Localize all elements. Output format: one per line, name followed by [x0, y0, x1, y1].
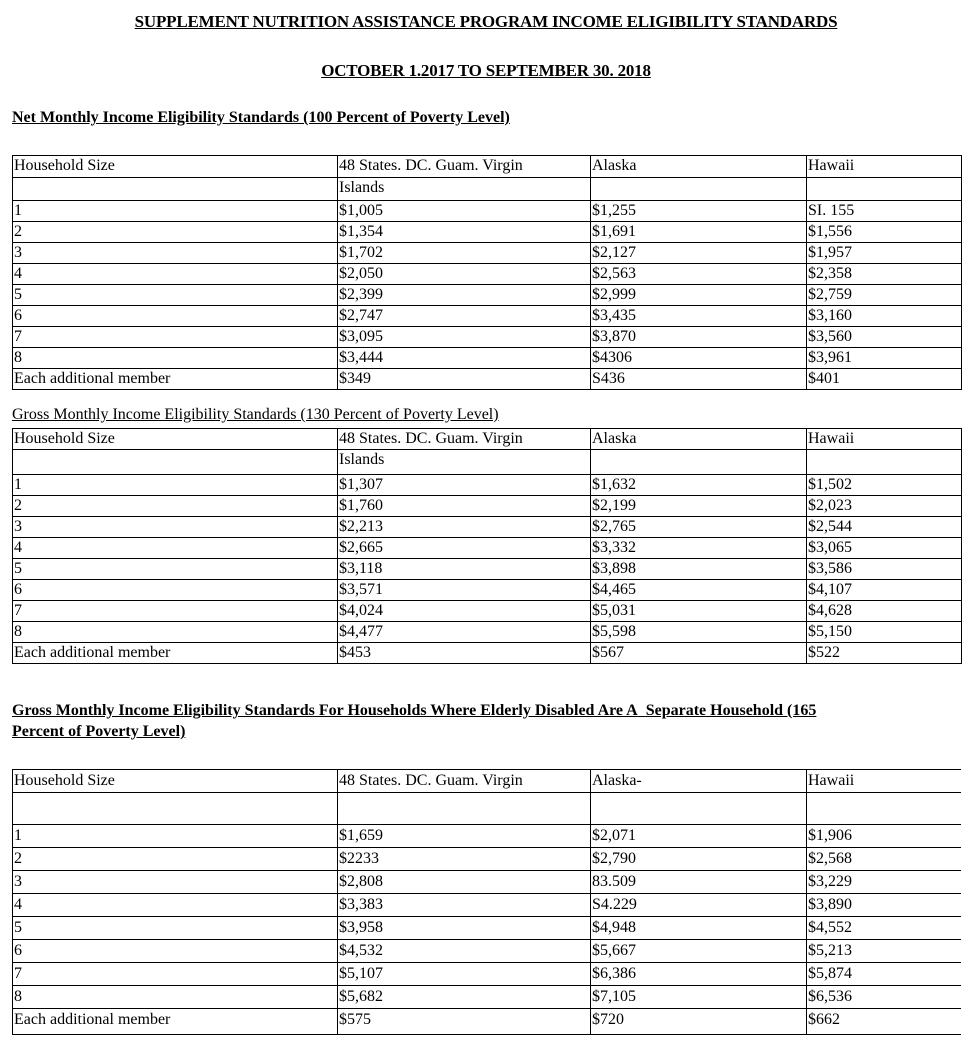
states-value-cell: $3,444	[338, 348, 591, 369]
household-size-cell: 6	[13, 940, 338, 963]
table-row	[13, 222, 962, 243]
document-title: SUPPLEMENT NUTRITION ASSISTANCE PROGRAM INCOME ELIGIBILITY STANDARDS	[134, 12, 838, 31]
header-cell	[591, 793, 807, 825]
header-alaska: Alaska-	[591, 770, 807, 793]
table-row	[13, 243, 962, 264]
states-value-cell: $5,682	[338, 986, 591, 1009]
states-value-cell: $4,024	[338, 601, 591, 622]
alaska-value-cell: $4306	[591, 348, 807, 369]
household-size-cell: 2	[13, 496, 338, 517]
states-value-cell: $2,213	[338, 517, 591, 538]
header-cell	[807, 450, 962, 475]
table-row	[13, 538, 962, 559]
alaska-value-cell: S4.229	[591, 894, 807, 917]
alaska-value-cell: $3,870	[591, 327, 807, 348]
hawaii-value-cell: $1,556	[807, 222, 962, 243]
hawaii-value-cell: $5,213	[807, 940, 962, 963]
alaska-value-cell: $2,765	[591, 517, 807, 538]
elderly-disabled-section-title-line2: Percent of Poverty Level)	[12, 723, 186, 740]
household-size-cell: 7	[13, 327, 338, 348]
states-value-cell: $1,005	[338, 201, 591, 222]
states-value-cell: $453	[338, 643, 591, 664]
hawaii-value-cell: $4,552	[807, 917, 962, 940]
states-value-cell: $1,307	[338, 475, 591, 496]
alaska-value-cell: 83.509	[591, 871, 807, 894]
net-income-table	[12, 155, 962, 390]
alaska-value-cell: $720	[591, 1009, 807, 1035]
household-size-cell: 3	[13, 871, 338, 894]
household-size-cell: 4	[13, 894, 338, 917]
table-row	[13, 327, 962, 348]
net-income-section-title: Net Monthly Income Eligibility Standards (100 Percent of Poverty Level)	[12, 109, 510, 126]
table-row	[13, 963, 962, 986]
household-size-cell: Each additional member	[13, 369, 338, 390]
household-size-cell: 2	[13, 222, 338, 243]
alaska-value-cell: $3,435	[591, 306, 807, 327]
table-row	[13, 306, 962, 327]
household-size-cell: 1	[13, 475, 338, 496]
table-row	[13, 348, 962, 369]
household-size-cell: 6	[13, 580, 338, 601]
states-value-cell: $2,808	[338, 871, 591, 894]
elderly-disabled-section-title	[12, 702, 816, 720]
elderly-disabled-title-part1: Gross Monthly Income Eligibility Standards For Households Where Elderly Disabled Are A	[12, 702, 638, 719]
table-header-row	[13, 156, 962, 178]
household-size-cell: 3	[13, 517, 338, 538]
alaska-value-cell: $2,071	[591, 825, 807, 848]
table-header-row-continued	[13, 793, 962, 825]
household-size-cell: 4	[13, 264, 338, 285]
alaska-value-cell: $3,898	[591, 559, 807, 580]
hawaii-value-cell: $3,229	[807, 871, 962, 894]
table-row	[13, 517, 962, 538]
table-row	[13, 264, 962, 285]
household-size-cell: Each additional member	[13, 643, 338, 664]
states-value-cell: $2233	[338, 848, 591, 871]
header-cell	[13, 793, 338, 825]
alaska-value-cell: $2,790	[591, 848, 807, 871]
header-household-size: Household Size	[13, 770, 338, 793]
table-row	[13, 285, 962, 306]
table-row	[13, 643, 962, 664]
hawaii-value-cell: $3,065	[807, 538, 962, 559]
states-value-cell: $3,095	[338, 327, 591, 348]
household-size-cell: 8	[13, 986, 338, 1009]
hawaii-value-cell: $1,502	[807, 475, 962, 496]
states-value-cell: $575	[338, 1009, 591, 1035]
header-hawaii: Hawaii	[807, 770, 962, 793]
alaska-value-cell: $2,999	[591, 285, 807, 306]
states-value-cell: $2,399	[338, 285, 591, 306]
header-hawaii: Hawaii	[807, 429, 962, 450]
table-row	[13, 871, 962, 894]
hawaii-value-cell: $522	[807, 643, 962, 664]
alaska-value-cell: $6,386	[591, 963, 807, 986]
header-cell	[13, 450, 338, 475]
states-value-cell: $3,383	[338, 894, 591, 917]
alaska-value-cell: $567	[591, 643, 807, 664]
document-date-range: OCTOBER 1.2017 TO SEPTEMBER 30. 2018	[321, 61, 651, 80]
states-value-cell: $2,747	[338, 306, 591, 327]
hawaii-value-cell: $662	[807, 1009, 962, 1035]
alaska-value-cell: S436	[591, 369, 807, 390]
hawaii-value-cell: $4,628	[807, 601, 962, 622]
elderly-disabled-income-table	[12, 769, 961, 1035]
header-cell	[807, 178, 962, 201]
states-value-cell: $3,571	[338, 580, 591, 601]
household-size-cell: 5	[13, 917, 338, 940]
table-row	[13, 940, 962, 963]
table-row	[13, 475, 962, 496]
elderly-disabled-title-part2: Separate Household (165	[645, 702, 817, 719]
hawaii-value-cell: $2,568	[807, 848, 962, 871]
header-hawaii: Hawaii	[807, 156, 962, 178]
alaska-value-cell: $2,563	[591, 264, 807, 285]
states-value-cell: $2,050	[338, 264, 591, 285]
household-size-cell: 5	[13, 285, 338, 306]
table-header-row-continued	[13, 450, 962, 475]
header-cell	[807, 793, 962, 825]
hawaii-value-cell: $3,890	[807, 894, 962, 917]
hawaii-value-cell: $3,160	[807, 306, 962, 327]
table-row	[13, 622, 962, 643]
alaska-value-cell: $1,255	[591, 201, 807, 222]
alaska-value-cell: $5,667	[591, 940, 807, 963]
hawaii-value-cell: $2,544	[807, 517, 962, 538]
household-size-cell: 7	[13, 963, 338, 986]
header-alaska: Alaska	[591, 429, 807, 450]
gross-income-table	[12, 428, 962, 664]
household-size-cell: 1	[13, 825, 338, 848]
header-household-size: Household Size	[13, 156, 338, 178]
hawaii-value-cell: $401	[807, 369, 962, 390]
household-size-cell: 8	[13, 348, 338, 369]
states-value-cell: $1,659	[338, 825, 591, 848]
household-size-cell: 3	[13, 243, 338, 264]
table-row	[13, 1009, 962, 1035]
table-row	[13, 601, 962, 622]
header-48-states: 48 States. DC. Guam. Virgin	[338, 429, 591, 450]
table-row	[13, 917, 962, 940]
header-cell	[591, 450, 807, 475]
states-value-cell: $4,532	[338, 940, 591, 963]
household-size-cell: 6	[13, 306, 338, 327]
header-alaska: Alaska	[591, 156, 807, 178]
states-value-cell: $1,702	[338, 243, 591, 264]
states-value-cell: $5,107	[338, 963, 591, 986]
header-cell	[338, 793, 591, 825]
states-value-cell: $3,958	[338, 917, 591, 940]
header-48-states: 48 States. DC. Guam. Virgin	[338, 156, 591, 178]
states-value-cell: $3,118	[338, 559, 591, 580]
header-household-size: Household Size	[13, 429, 338, 450]
hawaii-value-cell: $5,874	[807, 963, 962, 986]
hawaii-value-cell: $4,107	[807, 580, 962, 601]
table-row	[13, 580, 962, 601]
table-row	[13, 496, 962, 517]
hawaii-value-cell: SI. 155	[807, 201, 962, 222]
hawaii-value-cell: $2,358	[807, 264, 962, 285]
states-value-cell: $4,477	[338, 622, 591, 643]
household-size-cell: 7	[13, 601, 338, 622]
hawaii-value-cell: $2,759	[807, 285, 962, 306]
alaska-value-cell: $1,632	[591, 475, 807, 496]
alaska-value-cell: $3,332	[591, 538, 807, 559]
hawaii-value-cell: $3,560	[807, 327, 962, 348]
header-cell	[13, 178, 338, 201]
hawaii-value-cell: $1,957	[807, 243, 962, 264]
alaska-value-cell: $2,199	[591, 496, 807, 517]
hawaii-value-cell: $1,906	[807, 825, 962, 848]
hawaii-value-cell: $6,536	[807, 986, 962, 1009]
table-row	[13, 825, 962, 848]
alaska-value-cell: $5,598	[591, 622, 807, 643]
table-row	[13, 894, 962, 917]
table-row	[13, 559, 962, 580]
header-cell	[591, 178, 807, 201]
states-value-cell: $1,760	[338, 496, 591, 517]
states-value-cell: $349	[338, 369, 591, 390]
hawaii-value-cell: $2,023	[807, 496, 962, 517]
table-row	[13, 986, 962, 1009]
household-size-cell: Each additional member	[13, 1009, 338, 1035]
alaska-value-cell: $1,691	[591, 222, 807, 243]
header-cell-islands: Islands	[338, 178, 591, 201]
table-header-row-continued	[13, 178, 962, 201]
table-row	[13, 848, 962, 871]
household-size-cell: 4	[13, 538, 338, 559]
household-size-cell: 1	[13, 201, 338, 222]
hawaii-value-cell: $5,150	[807, 622, 962, 643]
table-header-row	[13, 770, 962, 793]
alaska-value-cell: $5,031	[591, 601, 807, 622]
states-value-cell: $1,354	[338, 222, 591, 243]
states-value-cell: $2,665	[338, 538, 591, 559]
table-row	[13, 369, 962, 390]
table-row	[13, 201, 962, 222]
household-size-cell: 8	[13, 622, 338, 643]
header-cell-islands: Islands	[338, 450, 591, 475]
alaska-value-cell: $2,127	[591, 243, 807, 264]
table-header-row	[13, 429, 962, 450]
household-size-cell: 5	[13, 559, 338, 580]
alaska-value-cell: $4,948	[591, 917, 807, 940]
hawaii-value-cell: $3,961	[807, 348, 962, 369]
household-size-cell: 2	[13, 848, 338, 871]
alaska-value-cell: $7,105	[591, 986, 807, 1009]
header-48-states: 48 States. DC. Guam. Virgin	[338, 770, 591, 793]
alaska-value-cell: $4,465	[591, 580, 807, 601]
hawaii-value-cell: $3,586	[807, 559, 962, 580]
gross-income-section-title: Gross Monthly Income Eligibility Standards (130 Percent of Poverty Level)	[12, 406, 499, 423]
